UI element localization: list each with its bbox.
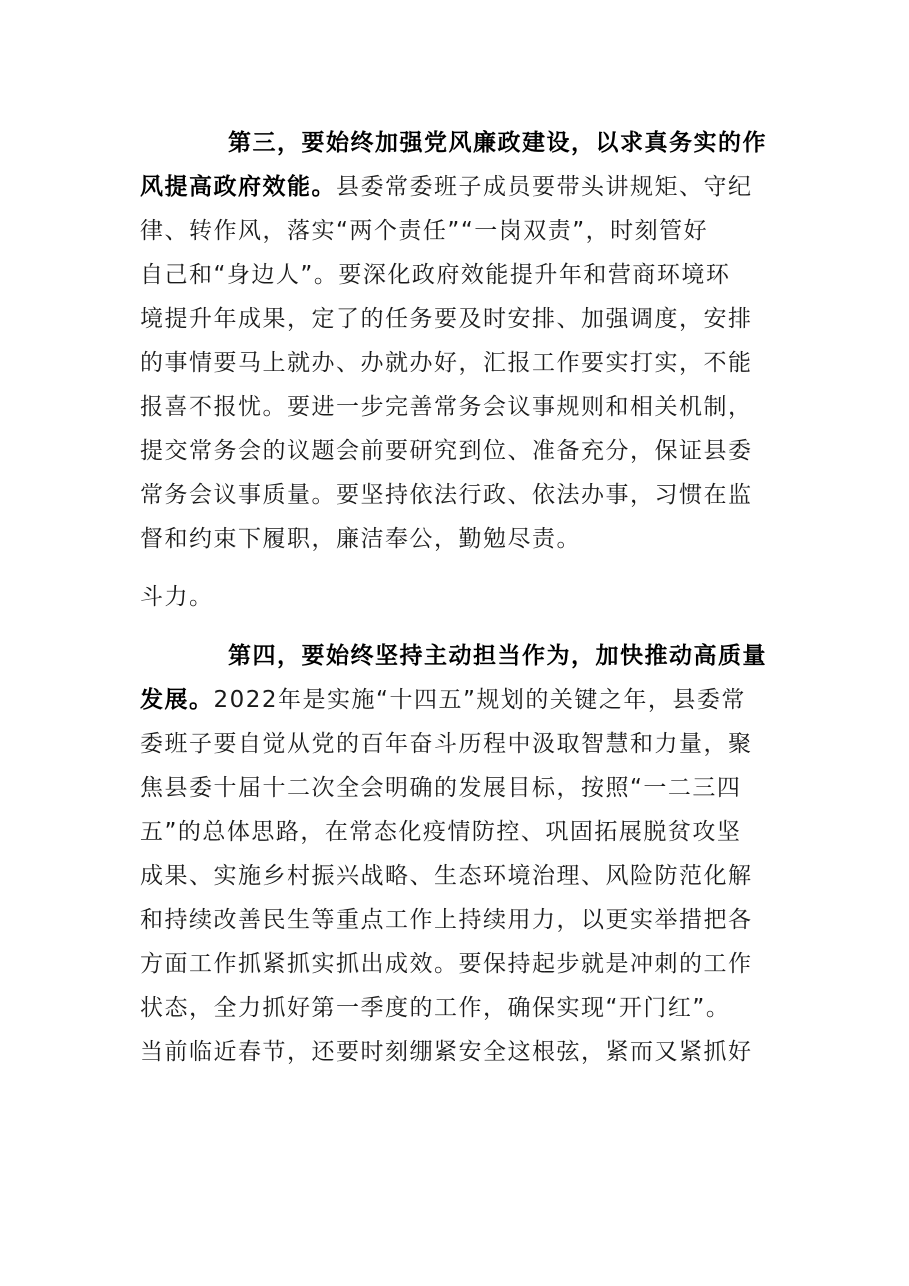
para3-heading-tail: 风提高政府效能。 xyxy=(140,174,336,200)
para3-line-2-text: 县委常委班子成员要带头讲规矩、守纪 xyxy=(336,174,753,200)
para3-line-4: 自己和“身边人”。要深化政府效能提升年和营商环境环 xyxy=(140,262,731,288)
para3-line-8: 提交常务会的议题会前要研究到位、准备充分，保证县委 xyxy=(140,438,753,464)
para4-line-7: 和持续改善民生等重点工作上持续用力，以更实举措把各 xyxy=(140,907,753,933)
para4-heading-tail: 发展。 xyxy=(140,687,214,713)
para3-line-6: 的事情要马上就办、办就办好，汇报工作要实打实，不能 xyxy=(140,350,753,376)
para3-heading-line-1: 第三，要始终加强党风廉政建设，以求真务实的作 xyxy=(228,130,767,156)
para4-line-8: 方面工作抓紧抓实抓出成效。要保持起步就是冲刺的工作 xyxy=(140,951,753,977)
para4-line-10: 当前临近春节，还要时刻绷紧安全这根弦，紧而又紧抓好 xyxy=(140,1039,753,1065)
para4-line-2 xyxy=(140,678,746,722)
para3-line-3: 律、转作风，落实“两个责任”“一岗双责”，时刻管好 xyxy=(140,218,709,244)
para3-line-10: 督和约束下履职，廉洁奉公，勤勉尽责。 xyxy=(140,526,581,552)
fragment-line: 斗力。 xyxy=(140,584,214,610)
para4-line-6: 成果、实施乡村振兴战略、生态环境治理、风险防范化解 xyxy=(140,863,753,889)
para3-line-7: 报喜不报忧。要进一步完善常务会议事规则和相关机制， xyxy=(140,394,753,420)
para4-line-9: 状态，全力抓好第一季度的工作，确保实现“开门红”。 xyxy=(140,995,731,1021)
para4-line-5: 五”的总体思路，在常态化疫情防控、巩固拓展脱贫攻坚 xyxy=(140,819,742,845)
para4-line-3: 委班子要自觉从党的百年奋斗历程中汲取智慧和力量，聚 xyxy=(140,731,753,757)
para3-line-9: 常务会议事质量。要坚持依法行政、依法办事，习惯在监 xyxy=(140,482,753,508)
para4-line-2-text: 2022年是实施“十四五”规划的关键之年，县委常 xyxy=(213,687,746,713)
para4-heading-line-1: 第四，要始终坚持主动担当作为，加快推动高质量 xyxy=(228,643,767,669)
para3-line-2 xyxy=(140,165,753,209)
para3-line-5: 境提升年成果，定了的任务要及时安排、加强调度，安排 xyxy=(140,306,753,332)
para4-line-4: 焦县委十届十二次全会明确的发展目标，按照“一二三四 xyxy=(140,775,742,801)
